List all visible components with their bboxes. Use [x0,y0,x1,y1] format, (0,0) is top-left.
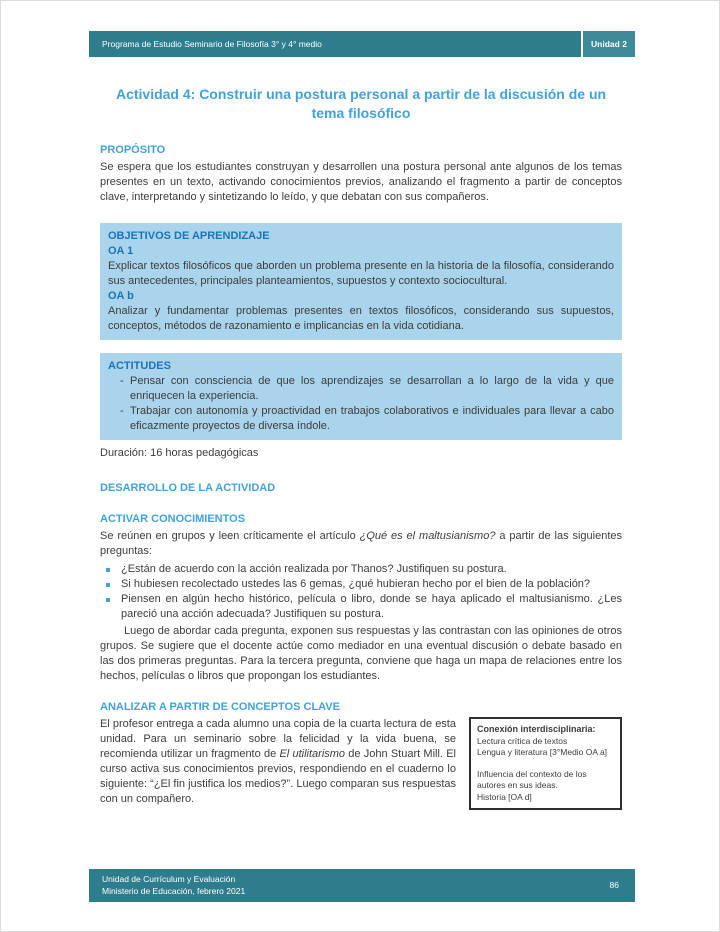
analizar-text: El profesor entrega a cada alumno una copia de la cuarta lectura de esta unidad. Para un seminario sobre la felicidad y la vida buena, se recomienda utilizar un fragmento de [100,718,456,760]
oa-item [108,244,614,289]
analizar-body [100,717,456,807]
list-item [100,562,622,577]
program-title: Programa de Estudio Seminario de Filosofía 3° y 4° medio [89,31,581,57]
objetivos-heading: OBJETIVOS DE APRENDIZAJE [108,230,270,242]
page-footer-bar [89,869,635,902]
oa-text: Analizar y fundamentar problemas presentes en textos filosóficos, considerando sus supuestos, conceptos, métodos de razonamiento e implicancias en la vida cotidiana. [108,305,614,332]
list-item [108,374,614,404]
page-header-bar [89,31,635,57]
dash-bullet-icon: - [120,375,124,387]
list-item [108,404,614,434]
question-list [100,562,622,622]
footer-line: Unidad de Currículum y Evaluación [102,874,236,884]
article-title-italic: ¿Qué es el maltusianismo? [359,530,496,542]
oa-text: Explicar textos filosóficos que aborden un problema presente en la historia de la filosofía, considerando sus antecedentes, principales planteamientos, supuestos y contexto sociocultural. [108,260,614,287]
oa-label: OA b [108,290,134,302]
interdisciplinary-connection-box [469,717,622,810]
square-bullet-icon [106,583,110,587]
activity-title: Actividad 4: Construir una postura personal a partir de la discusión de un tema filosófico [115,86,607,121]
desarrollo-heading: DESARROLLO DE LA ACTIVIDAD [100,482,276,494]
dash-bullet-icon: - [120,405,124,417]
footer-institution [102,874,245,897]
intro-text: Se reúnen en grupos y leen críticamente el artículo [100,530,360,542]
proposito-heading: PROPÓSITO [100,144,166,156]
question-text: ¿Están de acuerdo con la acción realizada por Thanos? Justifiquen su postura. [121,563,507,575]
square-bullet-icon [106,568,110,572]
list-item [100,577,622,592]
list-item [100,592,622,622]
unit-badge: Unidad 2 [583,31,635,57]
activar-intro [100,529,622,559]
conexion-line: Lectura crítica de textos [477,735,568,746]
page-number: 86 [609,879,619,890]
conexion-line: Lengua y literatura [3°Medio OA a] [477,747,608,757]
actitudes-heading: ACTITUDES [108,360,171,372]
square-bullet-icon [106,598,110,602]
footer-line: Ministerio de Educación, febrero 2021 [102,885,246,896]
analizar-text: de John Stuart Mill. El curso activa sus conocimientos previos, respondiendo en el cuaderno lo siguiente: “¿El fin justifica los medios?”. Luego comparan sus respuestas con un compañero. [100,748,456,805]
list-item-text: Trabajar con autonomía y proactividad en trabajos colaborativos e individuales para llevar a cabo eficazmente proyectos de diversa índole. [130,405,614,432]
conexion-title: Conexión interdisciplinaria: [477,724,596,734]
analizar-heading: ANALIZAR A PARTIR DE CONCEPTOS CLAVE [100,701,340,713]
question-text: Si hubiesen recolectado ustedes las 6 gemas, ¿qué hubieran hecho por el bien de la población? [121,578,591,590]
followup-paragraph: Luego de abordar cada pregunta, exponen sus respuestas y las contrastan con las opiniones de otros grupos. Se sugiere que el docente actúe como mediador en una eventual discusión o debate basado en las dos primeras preguntas. Para la tercera pregunta, conviene que haga un mapa de relaciones entre los hechos, películas o libros que propongan los estudiantes. [100,625,622,682]
objetivos-box [100,223,622,340]
question-text: Piensen en algún hecho histórico, película o libro, donde se haya aplicado el maltusianismo. ¿Les pareció una acción adecuada? Justifiquen su postura. [121,593,622,620]
duration-text: Duración: 16 horas pedagógicas [100,447,259,459]
analizar-section [100,717,622,810]
actitudes-box [100,353,622,440]
activar-heading: ACTIVAR CONOCIMIENTOS [100,513,246,525]
intro-text: a partir de las siguientes preguntas: [100,530,623,557]
conexion-line: Historia [OA d] [477,791,532,802]
oa-label: OA 1 [108,245,134,257]
page-content [100,79,622,810]
list-item-text: Pensar con consciencia de que los aprendizajes se desarrollan a lo largo de la vida y que enriquecen la experiencia. [130,375,614,402]
book-title-italic: El utilitarismo [279,748,346,760]
proposito-body: Se espera que los estudiantes construyan y desarrollen una postura personal ante algunos de los temas presentes en un texto, activando conocimientos previos, analizando el fragmento a partir de conceptos clave, interpretando y sintetizando lo leído, y que debatan con sus compañeros. [100,161,622,203]
conexion-line: Influencia del contexto de los autores en sus ideas. [477,768,587,790]
oa-item [108,289,614,334]
